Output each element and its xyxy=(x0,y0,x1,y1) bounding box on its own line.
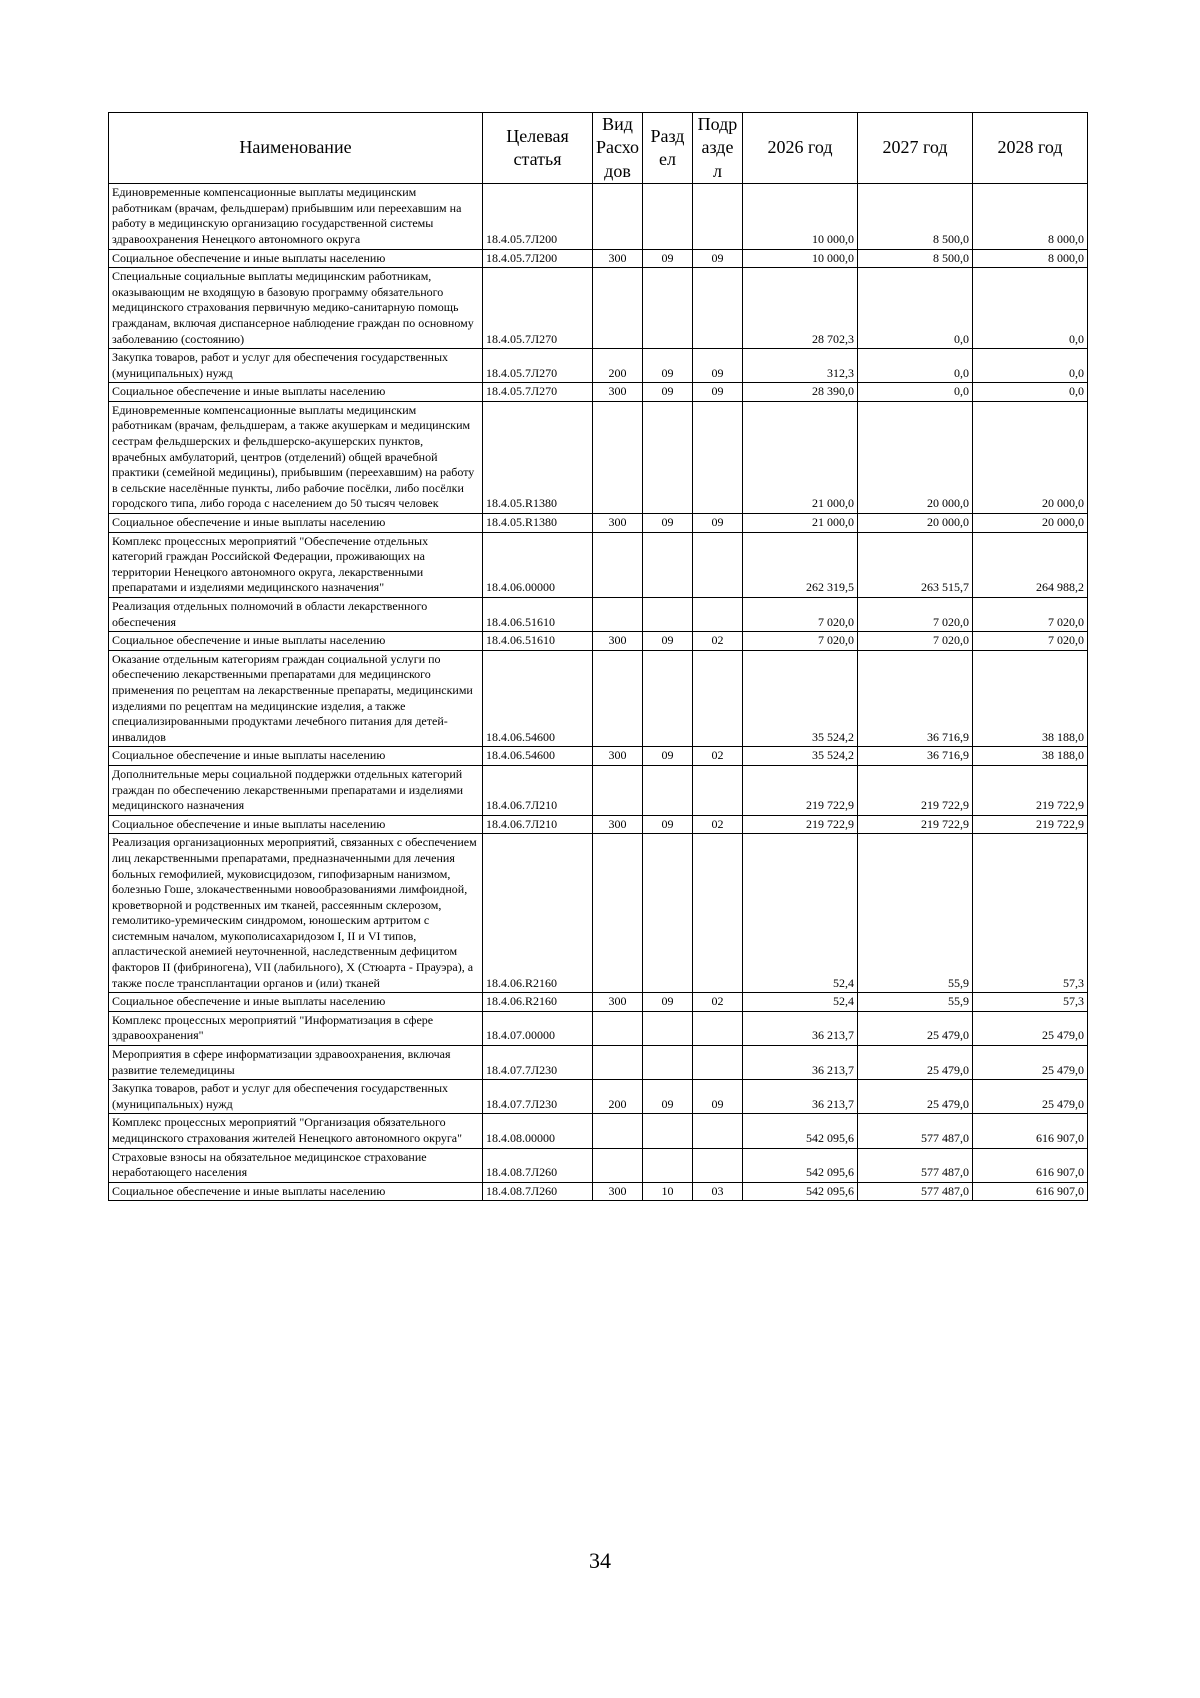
cell-name: Закупка товаров, работ и услуг для обеспечения государственных (муниципальных) нужд xyxy=(109,1080,483,1114)
cell-2028: 25 479,0 xyxy=(973,1046,1088,1080)
cell-2028: 38 188,0 xyxy=(973,747,1088,766)
cell-name: Комплекс процессных мероприятий "Информатизация в сфере здравоохранения" xyxy=(109,1011,483,1045)
cell-2028: 8 000,0 xyxy=(973,249,1088,268)
cell-2026: 7 020,0 xyxy=(743,632,858,651)
cell-2027: 36 716,9 xyxy=(858,650,973,747)
cell-expense-type xyxy=(593,268,643,349)
cell-subsection: 09 xyxy=(693,349,743,383)
cell-section: 09 xyxy=(643,747,693,766)
cell-subsection: 09 xyxy=(693,249,743,268)
cell-name: Реализация отдельных полномочий в области лекарственного обеспечения xyxy=(109,598,483,632)
cell-subsection xyxy=(693,401,743,513)
cell-subsection xyxy=(693,650,743,747)
header-2028: 2028 год xyxy=(973,113,1088,184)
cell-target: 18.4.07.7Л230 xyxy=(483,1080,593,1114)
cell-2027: 55,9 xyxy=(858,834,973,993)
cell-subsection xyxy=(693,765,743,815)
table-row xyxy=(109,1080,1088,1114)
cell-subsection xyxy=(693,1114,743,1148)
cell-expense-type xyxy=(593,650,643,747)
cell-expense-type: 300 xyxy=(593,747,643,766)
cell-2028: 8 000,0 xyxy=(973,184,1088,249)
table-row xyxy=(109,249,1088,268)
cell-section: 09 xyxy=(643,815,693,834)
cell-target: 18.4.06.7Л210 xyxy=(483,765,593,815)
table-row xyxy=(109,514,1088,533)
header-section: Разд ел xyxy=(643,113,693,184)
cell-expense-type: 300 xyxy=(593,993,643,1012)
cell-subsection xyxy=(693,268,743,349)
cell-target: 18.4.07.00000 xyxy=(483,1011,593,1045)
cell-target: 18.4.05.R1380 xyxy=(483,401,593,513)
header-name: Наименование xyxy=(109,113,483,184)
table-row xyxy=(109,1182,1088,1201)
cell-target: 18.4.05.7Л270 xyxy=(483,268,593,349)
cell-expense-type xyxy=(593,765,643,815)
cell-expense-type: 200 xyxy=(593,349,643,383)
table-row xyxy=(109,747,1088,766)
cell-expense-type xyxy=(593,532,643,597)
table-row xyxy=(109,815,1088,834)
cell-subsection xyxy=(693,184,743,249)
cell-2026: 36 213,7 xyxy=(743,1080,858,1114)
cell-expense-type xyxy=(593,184,643,249)
cell-name: Специальные социальные выплаты медицинским работникам, оказывающим не входящую в базовую программу обязательного медицинского страхования первичную медико-санитарную помощь гражданам, включая диспансерное наблюдение граждан по основному заболеванию (состоянию) xyxy=(109,268,483,349)
cell-expense-type: 200 xyxy=(593,1080,643,1114)
cell-expense-type: 300 xyxy=(593,514,643,533)
cell-2028: 25 479,0 xyxy=(973,1080,1088,1114)
cell-name: Социальное обеспечение и иные выплаты населению xyxy=(109,993,483,1012)
cell-section xyxy=(643,401,693,513)
cell-expense-type: 300 xyxy=(593,1182,643,1201)
cell-2028: 20 000,0 xyxy=(973,401,1088,513)
cell-2028: 219 722,9 xyxy=(973,765,1088,815)
cell-2026: 21 000,0 xyxy=(743,514,858,533)
cell-target: 18.4.08.7Л260 xyxy=(483,1182,593,1201)
cell-2028: 616 907,0 xyxy=(973,1148,1088,1182)
table-row xyxy=(109,834,1088,993)
cell-section xyxy=(643,532,693,597)
cell-2028: 264 988,2 xyxy=(973,532,1088,597)
cell-section xyxy=(643,1114,693,1148)
cell-name: Страховые взносы на обязательное медицинское страхование неработающего населения xyxy=(109,1148,483,1182)
cell-subsection: 02 xyxy=(693,993,743,1012)
table-row xyxy=(109,401,1088,513)
cell-2027: 219 722,9 xyxy=(858,765,973,815)
cell-section xyxy=(643,184,693,249)
cell-section: 09 xyxy=(643,514,693,533)
cell-subsection xyxy=(693,1011,743,1045)
header-expense-type: Вид Расхо дов xyxy=(593,113,643,184)
cell-section xyxy=(643,650,693,747)
table-row xyxy=(109,1114,1088,1148)
cell-subsection: 02 xyxy=(693,815,743,834)
cell-2027: 25 479,0 xyxy=(858,1011,973,1045)
cell-name: Социальное обеспечение и иные выплаты населению xyxy=(109,747,483,766)
cell-section xyxy=(643,1046,693,1080)
cell-subsection: 02 xyxy=(693,747,743,766)
cell-section: 09 xyxy=(643,1080,693,1114)
cell-subsection: 02 xyxy=(693,632,743,651)
cell-2026: 219 722,9 xyxy=(743,765,858,815)
cell-2028: 57,3 xyxy=(973,993,1088,1012)
cell-section xyxy=(643,1011,693,1045)
cell-expense-type: 300 xyxy=(593,383,643,402)
cell-2028: 38 188,0 xyxy=(973,650,1088,747)
table-body xyxy=(109,184,1088,1201)
cell-expense-type xyxy=(593,834,643,993)
budget-table xyxy=(108,112,1088,1201)
cell-name: Реализация организационных мероприятий, связанных с обеспечением лиц лекарственными препаратами, предназначенными для лечения больных гемофилией, муковисцидозом, гипофизарным нанизмом, болезнью Гоше, злокачественными новообразованиями лимфоидной, кроветворной и родственных им тканей, рассеянным склерозом, гемолитико-уремическим синдромом, юношеским артритом с системным началом, мукополисахаридозом I, II и VI типов, апластической анемией неуточненной, наследственным дефицитом факторов II (фибриногена), VII (лабильного), X (Стюарта - Прауэра), а также после трансплантации органов и (или) тканей xyxy=(109,834,483,993)
cell-2027: 7 020,0 xyxy=(858,632,973,651)
cell-2026: 35 524,2 xyxy=(743,747,858,766)
cell-2028: 0,0 xyxy=(973,268,1088,349)
cell-2027: 25 479,0 xyxy=(858,1046,973,1080)
cell-target: 18.4.08.7Л260 xyxy=(483,1148,593,1182)
cell-2028: 20 000,0 xyxy=(973,514,1088,533)
cell-expense-type xyxy=(593,1148,643,1182)
cell-2026: 36 213,7 xyxy=(743,1011,858,1045)
cell-name: Социальное обеспечение и иные выплаты населению xyxy=(109,249,483,268)
cell-2027: 8 500,0 xyxy=(858,249,973,268)
cell-2026: 35 524,2 xyxy=(743,650,858,747)
cell-target: 18.4.06.R2160 xyxy=(483,834,593,993)
cell-2026: 262 319,5 xyxy=(743,532,858,597)
cell-expense-type: 300 xyxy=(593,815,643,834)
cell-2027: 263 515,7 xyxy=(858,532,973,597)
cell-2027: 577 487,0 xyxy=(858,1114,973,1148)
cell-2026: 542 095,6 xyxy=(743,1114,858,1148)
cell-2028: 616 907,0 xyxy=(973,1114,1088,1148)
cell-name: Социальное обеспечение и иные выплаты населению xyxy=(109,1182,483,1201)
cell-target: 18.4.07.7Л230 xyxy=(483,1046,593,1080)
header-2027: 2027 год xyxy=(858,113,973,184)
cell-2028: 25 479,0 xyxy=(973,1011,1088,1045)
table-row xyxy=(109,1046,1088,1080)
cell-name: Комплекс процессных мероприятий "Организация обязательного медицинского страхования жителей Ненецкого автономного округа" xyxy=(109,1114,483,1148)
table-row xyxy=(109,184,1088,249)
cell-section xyxy=(643,765,693,815)
page-number: 34 xyxy=(589,1548,611,1573)
cell-name: Социальное обеспечение и иные выплаты населению xyxy=(109,383,483,402)
cell-expense-type xyxy=(593,1114,643,1148)
table-row xyxy=(109,598,1088,632)
cell-2027: 20 000,0 xyxy=(858,514,973,533)
cell-2026: 10 000,0 xyxy=(743,249,858,268)
cell-target: 18.4.05.7Л200 xyxy=(483,184,593,249)
cell-name: Социальное обеспечение и иные выплаты населению xyxy=(109,815,483,834)
cell-section xyxy=(643,834,693,993)
cell-name: Дополнительные меры социальной поддержки отдельных категорий граждан по обеспечению лекарственными препаратами и изделиями медицинского назначения xyxy=(109,765,483,815)
cell-2026: 7 020,0 xyxy=(743,598,858,632)
cell-2027: 0,0 xyxy=(858,268,973,349)
cell-2028: 0,0 xyxy=(973,383,1088,402)
cell-subsection xyxy=(693,598,743,632)
table-row xyxy=(109,650,1088,747)
cell-2028: 7 020,0 xyxy=(973,632,1088,651)
cell-target: 18.4.05.R1380 xyxy=(483,514,593,533)
cell-target: 18.4.08.00000 xyxy=(483,1114,593,1148)
cell-name: Комплекс процессных мероприятий "Обеспечение отдельных категорий граждан Российской Федерации, проживающих на территории Ненецкого автономного округа, лекарственными препаратами и изделиями медицинского назначения" xyxy=(109,532,483,597)
cell-section: 09 xyxy=(643,249,693,268)
cell-2027: 8 500,0 xyxy=(858,184,973,249)
cell-section: 09 xyxy=(643,632,693,651)
cell-expense-type xyxy=(593,598,643,632)
table-row xyxy=(109,383,1088,402)
cell-name: Социальное обеспечение и иные выплаты населению xyxy=(109,632,483,651)
cell-name: Единовременные компенсационные выплаты медицинским работникам (врачам, фельдшерам, а также акушеркам и медицинским сестрам фельдшерских и фельдшерско-акушерских пунктов, врачебных амбулаторий, центров (отделений) общей врачебной практики (семейной медицины), прибывшим (переехавшим) на работу в сельские населённые пункты, либо рабочие посёлки, либо посёлки городского типа, либо города с населением до 50 тысяч человек xyxy=(109,401,483,513)
cell-2026: 52,4 xyxy=(743,834,858,993)
cell-section xyxy=(643,268,693,349)
cell-subsection xyxy=(693,834,743,993)
cell-2026: 542 095,6 xyxy=(743,1182,858,1201)
cell-2027: 577 487,0 xyxy=(858,1148,973,1182)
cell-target: 18.4.05.7Л270 xyxy=(483,383,593,402)
cell-2026: 312,3 xyxy=(743,349,858,383)
cell-2027: 7 020,0 xyxy=(858,598,973,632)
cell-name: Мероприятия в сфере информатизации здравоохранения, включая развитие телемедицины xyxy=(109,1046,483,1080)
cell-target: 18.4.06.51610 xyxy=(483,632,593,651)
cell-2026: 28 390,0 xyxy=(743,383,858,402)
cell-section: 10 xyxy=(643,1182,693,1201)
cell-2027: 577 487,0 xyxy=(858,1182,973,1201)
table-header-row xyxy=(109,113,1088,184)
cell-subsection: 03 xyxy=(693,1182,743,1201)
cell-2028: 0,0 xyxy=(973,349,1088,383)
cell-section xyxy=(643,598,693,632)
cell-target: 18.4.06.7Л210 xyxy=(483,815,593,834)
table-row xyxy=(109,349,1088,383)
cell-name: Оказание отдельным категориям граждан социальной услуги по обеспечению лекарственными препаратами для медицинского применения по рецептам на лекарственные препараты, медицинскими изделиями по рецептам на медицинские изделия, а также специализированными продуктами лечебного питания для детей-инвалидов xyxy=(109,650,483,747)
cell-subsection: 09 xyxy=(693,383,743,402)
cell-target: 18.4.06.51610 xyxy=(483,598,593,632)
cell-2026: 542 095,6 xyxy=(743,1148,858,1182)
cell-subsection xyxy=(693,1046,743,1080)
cell-target: 18.4.05.7Л270 xyxy=(483,349,593,383)
cell-section: 09 xyxy=(643,349,693,383)
cell-section: 09 xyxy=(643,993,693,1012)
table-row xyxy=(109,268,1088,349)
cell-target: 18.4.06.00000 xyxy=(483,532,593,597)
cell-expense-type: 300 xyxy=(593,632,643,651)
table-row xyxy=(109,532,1088,597)
cell-target: 18.4.06.54600 xyxy=(483,650,593,747)
cell-expense-type xyxy=(593,1046,643,1080)
cell-expense-type xyxy=(593,401,643,513)
cell-2026: 52,4 xyxy=(743,993,858,1012)
cell-2028: 616 907,0 xyxy=(973,1182,1088,1201)
header-subsection: Подр азде л xyxy=(693,113,743,184)
cell-2028: 7 020,0 xyxy=(973,598,1088,632)
header-2026: 2026 год xyxy=(743,113,858,184)
table-row xyxy=(109,632,1088,651)
cell-subsection xyxy=(693,532,743,597)
cell-2026: 21 000,0 xyxy=(743,401,858,513)
cell-2027: 0,0 xyxy=(858,349,973,383)
cell-section xyxy=(643,1148,693,1182)
cell-target: 18.4.06.R2160 xyxy=(483,993,593,1012)
table-row xyxy=(109,765,1088,815)
cell-2028: 219 722,9 xyxy=(973,815,1088,834)
cell-expense-type xyxy=(593,1011,643,1045)
cell-expense-type: 300 xyxy=(593,249,643,268)
cell-section: 09 xyxy=(643,383,693,402)
cell-name: Закупка товаров, работ и услуг для обеспечения государственных (муниципальных) нужд xyxy=(109,349,483,383)
cell-name: Единовременные компенсационные выплаты медицинским работникам (врачам, фельдшерам) прибывшим или переехавшим на работу в медицинскую организацию государственной системы здравоохранения Ненецкого автономного округа xyxy=(109,184,483,249)
cell-name: Социальное обеспечение и иные выплаты населению xyxy=(109,514,483,533)
cell-2027: 36 716,9 xyxy=(858,747,973,766)
cell-2026: 28 702,3 xyxy=(743,268,858,349)
cell-2026: 10 000,0 xyxy=(743,184,858,249)
table-row xyxy=(109,993,1088,1012)
cell-2027: 55,9 xyxy=(858,993,973,1012)
table-row xyxy=(109,1011,1088,1045)
cell-2027: 25 479,0 xyxy=(858,1080,973,1114)
cell-2027: 0,0 xyxy=(858,383,973,402)
cell-2026: 36 213,7 xyxy=(743,1046,858,1080)
cell-2026: 219 722,9 xyxy=(743,815,858,834)
cell-subsection: 09 xyxy=(693,514,743,533)
header-target: Целевая статья xyxy=(483,113,593,184)
table-row xyxy=(109,1148,1088,1182)
cell-2028: 57,3 xyxy=(973,834,1088,993)
cell-target: 18.4.05.7Л200 xyxy=(483,249,593,268)
cell-2027: 219 722,9 xyxy=(858,815,973,834)
cell-subsection: 09 xyxy=(693,1080,743,1114)
cell-subsection xyxy=(693,1148,743,1182)
cell-2027: 20 000,0 xyxy=(858,401,973,513)
cell-target: 18.4.06.54600 xyxy=(483,747,593,766)
